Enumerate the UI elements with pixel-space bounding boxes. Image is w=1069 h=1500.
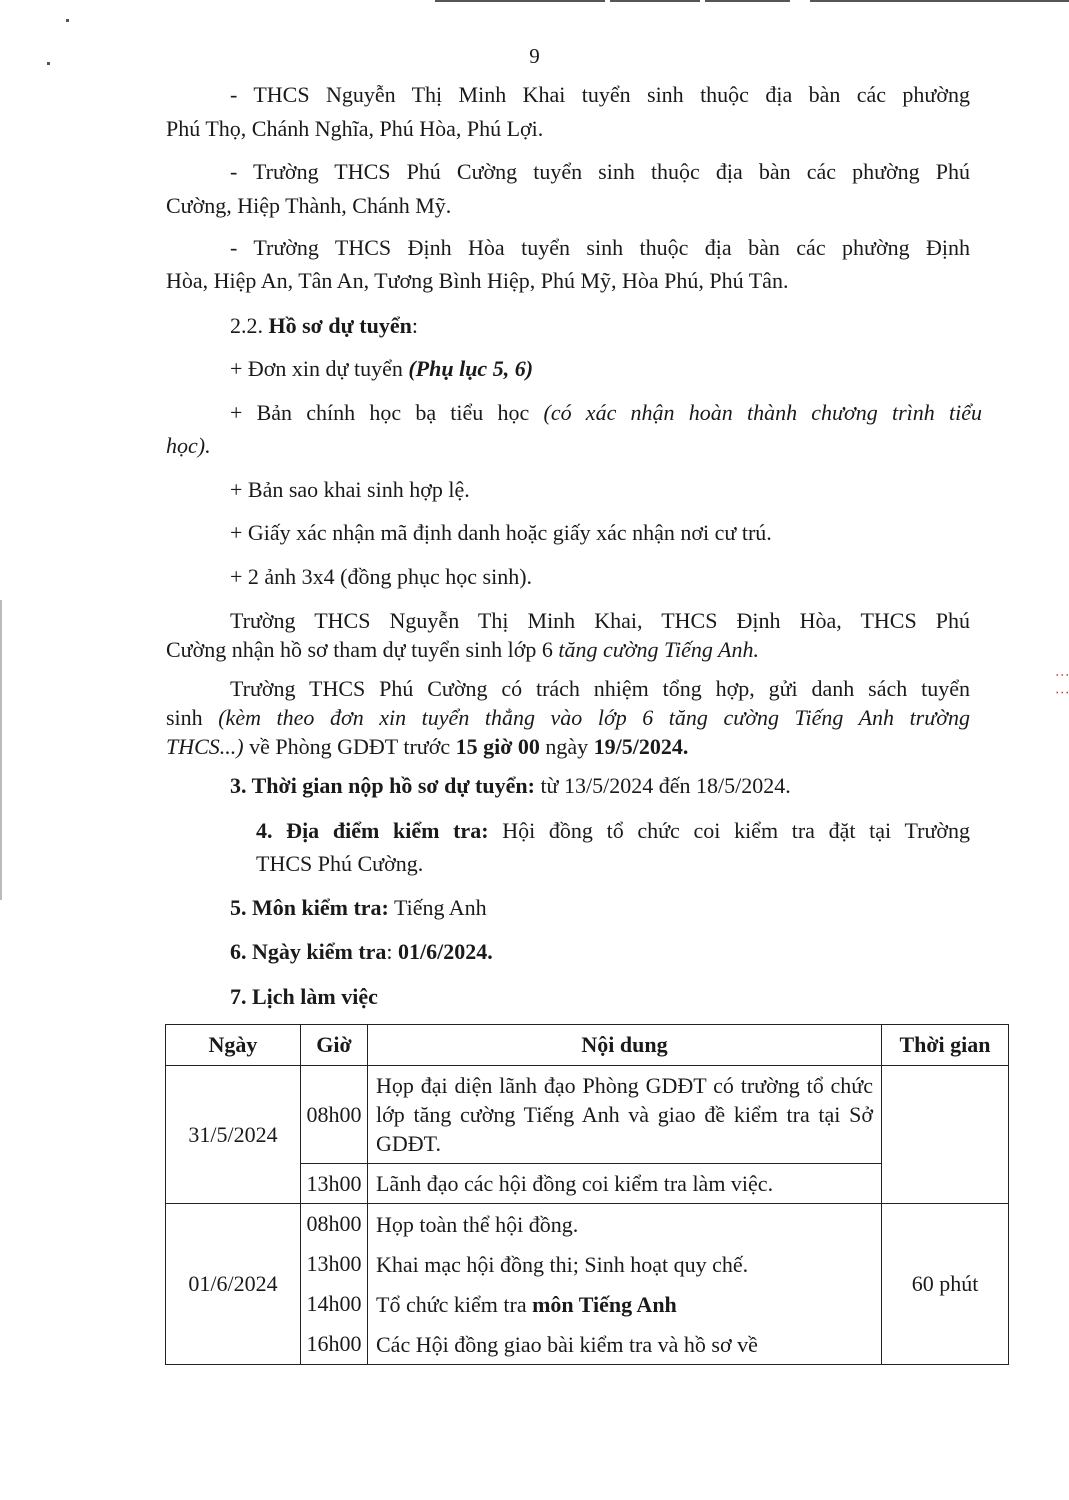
paragraph-line: Trường THCS Phú Cường có trách nhiệm tổng hợp, gửi danh sách tuyển	[230, 676, 970, 701]
subject-name: môn Tiếng Anh	[532, 1291, 677, 1317]
duration-cell: 60 phút	[882, 1204, 1009, 1365]
time-slot: 13h00	[306, 1251, 362, 1276]
paragraph-line: Cường, Hiệp Thành, Chánh Mỹ.	[166, 193, 452, 218]
time-cell: 08h00	[301, 1066, 368, 1164]
scan-dot	[0, 600, 2, 900]
section-value: từ 13/5/2024 đến 18/5/2024.	[534, 773, 791, 798]
red-stamp-edge: ⋮ ⋮	[1054, 668, 1069, 700]
scan-edge-line	[435, 0, 605, 2]
list-item: + 2 ảnh 3x4 (đồng phục học sinh).	[230, 564, 533, 589]
time-cell: 13h00	[301, 1164, 368, 1204]
content-cell-group	[368, 1204, 882, 1365]
list-item	[230, 398, 982, 428]
time-slot: 14h00	[306, 1291, 362, 1316]
section-number: 2.2.	[230, 313, 269, 338]
section-value: 01/6/2024.	[398, 939, 493, 964]
section-label: 7. Lịch làm việc	[230, 984, 378, 1009]
schedule-table	[165, 1024, 1009, 1365]
paragraph-line: - THCS Nguyễn Thị Minh Khai tuyển sinh thuộc địa bàn các phường	[230, 82, 970, 107]
text: sinh	[166, 705, 219, 730]
section-5	[230, 893, 487, 923]
section-4	[256, 816, 970, 846]
deadline-time: 15 giờ 00	[455, 734, 540, 759]
section-label: 5. Môn kiểm tra:	[230, 895, 389, 920]
section-4-continuation: THCS Phú Cường.	[256, 851, 424, 876]
text: Cường nhận hồ sơ tham dự tuyển sinh lớp 6	[166, 637, 559, 662]
paragraph-line: Trường THCS Nguyễn Thị Minh Khai, THCS Định Hòa, THCS Phú	[230, 608, 970, 633]
section-label: 4. Địa điểm kiểm tra:	[256, 818, 489, 843]
section-label: 6. Ngày kiểm tra	[230, 939, 387, 964]
time-slot: 08h00	[306, 1211, 362, 1236]
date-cell: 31/5/2024	[166, 1066, 301, 1204]
section-colon: :	[386, 939, 399, 964]
deadline-date: 19/5/2024.	[593, 734, 689, 759]
section-3	[230, 771, 791, 801]
italic-text: tăng cường Tiếng Anh.	[558, 637, 759, 662]
scan-edge-line	[705, 0, 790, 2]
header-content: Nội dung	[368, 1025, 882, 1066]
list-item	[230, 354, 533, 384]
italic-text: THCS...)	[166, 734, 244, 759]
page-number: 9	[529, 44, 540, 68]
content-text: Tổ chức kiểm tra	[376, 1291, 527, 1317]
table-row	[166, 1204, 1009, 1365]
scan-dot	[66, 19, 69, 22]
section-value: Tiếng Anh	[388, 895, 487, 920]
content-cell: Lãnh đạo các hội đồng coi kiểm tra làm việc.	[368, 1164, 882, 1204]
content-cell: Họp đại diện lãnh đạo Phòng GDĐT có trường tổ chức lớp tăng cường Tiếng Anh và giao đề kiểm tra tại Sở GDĐT.	[368, 1066, 882, 1164]
content-item: Khai mạc hội đồng thi; Sinh hoạt quy chế.	[376, 1251, 749, 1277]
paragraph-line	[166, 703, 970, 733]
content-item	[376, 1284, 873, 1324]
paragraph-line	[166, 732, 688, 762]
paragraph-line: Hòa, Hiệp An, Tân An, Tương Bình Hiệp, Phú Mỹ, Hòa Phú, Phú Tân.	[166, 268, 789, 293]
table-row	[166, 1066, 1009, 1164]
italic-text: (kèm theo đơn xin tuyển thẳng vào lớp 6 tăng cường Tiếng Anh trường	[218, 705, 970, 730]
list-item-text: + Đơn xin dự tuyển	[230, 356, 409, 381]
time-slot: 16h00	[306, 1331, 362, 1356]
header-duration: Thời gian	[882, 1025, 1009, 1066]
list-item-note: (có xác nhận hoàn thành chương trình tiểu	[543, 400, 982, 425]
section-label: 3. Thời gian nộp hồ sơ dự tuyển:	[230, 773, 535, 798]
section-title: Hồ sơ dự tuyển	[268, 313, 412, 338]
paragraph-line: - Trường THCS Định Hòa tuyển sinh thuộc địa bàn các phường Định	[230, 235, 970, 260]
header-date: Ngày	[166, 1025, 301, 1066]
date-cell: 01/6/2024	[166, 1204, 301, 1365]
content-item: Các Hội đồng giao bài kiểm tra và hồ sơ về	[376, 1331, 758, 1357]
list-item: + Bản sao khai sinh hợp lệ.	[230, 477, 470, 502]
time-cell-group	[301, 1204, 368, 1365]
content-item: Họp toàn thể hội đồng.	[376, 1211, 579, 1237]
list-item-note: học).	[166, 433, 211, 458]
paragraph-line: Phú Thọ, Chánh Nghĩa, Phú Hòa, Phú Lợi.	[166, 116, 544, 141]
scan-edge-line	[810, 0, 1069, 2]
header-time: Giờ	[301, 1025, 368, 1066]
list-item: + Giấy xác nhận mã định danh hoặc giấy xác nhận nơi cư trú.	[230, 520, 772, 545]
table-header-row	[166, 1025, 1009, 1066]
duration-cell	[882, 1066, 1009, 1204]
list-item-text: + Bản chính học bạ tiểu học	[230, 400, 544, 425]
section-colon: :	[411, 313, 418, 338]
section-heading	[230, 311, 418, 341]
text: ngày	[539, 734, 594, 759]
paragraph-line: - Trường THCS Phú Cường tuyển sinh thuộc địa bàn các phường Phú	[230, 159, 970, 184]
paragraph-line	[166, 635, 759, 665]
section-value: Hội đồng tổ chức coi kiểm tra đặt tại Trường	[488, 818, 971, 843]
text: về Phòng GDĐT trước	[243, 734, 456, 759]
section-6	[230, 937, 493, 967]
list-item-continuation	[166, 431, 211, 461]
appendix-ref: (Phụ lục 5, 6)	[408, 356, 534, 381]
section-7	[230, 982, 378, 1012]
scan-edge-line	[610, 0, 700, 2]
